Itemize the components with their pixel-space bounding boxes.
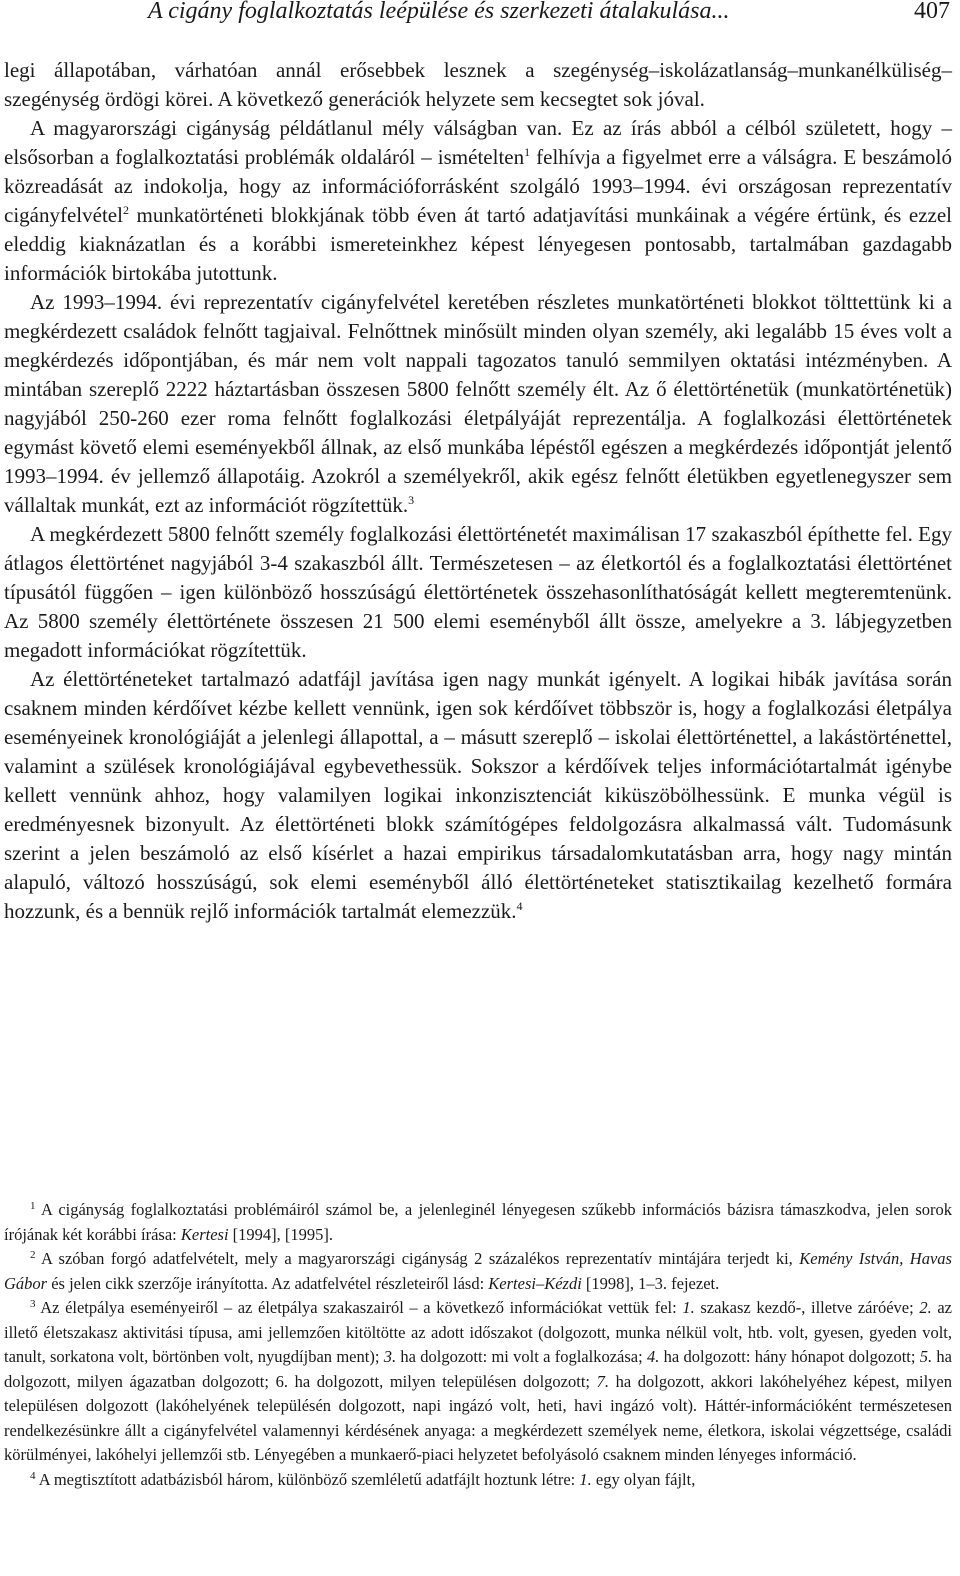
paragraph [4, 56, 952, 114]
footnote [4, 1296, 952, 1468]
footnote-text: Az életpálya eseményeiről – az életpálya szakaszairól – a következő információkat vettük fel: [35, 1298, 683, 1317]
footnote-text: [1994], [1995]. [228, 1224, 334, 1244]
footnote-text: A szóban forgó adatfelvételt, mely a magyarországi cigányság 2 százalékos reprezentatív mintájára terjedt ki, [35, 1249, 800, 1268]
footnote-text: ha dolgozott: mi volt a foglalkozása; [396, 1347, 647, 1366]
footnote-text: egy olyan fájlt, [591, 1469, 696, 1489]
footnote-italic: 1. [682, 1298, 695, 1317]
paragraph [4, 114, 952, 288]
running-header-title: A cigány foglalkoztatás leépülése és szerkezeti átalakulása... [148, 0, 730, 24]
footnote-mark: 3 [30, 1298, 36, 1310]
footnote-text: szakasz kezdő-, illetve záróéve; [694, 1298, 920, 1317]
footnote-ref[interactable]: 1 [524, 145, 531, 159]
footnote [4, 1198, 952, 1247]
footnote-italic: 3. [383, 1347, 397, 1366]
footnote-text: A megtisztított adatbázisból három, különböző szemléletű adatfájlt hoztunk létre: [35, 1469, 580, 1489]
footnote-italic: Kertesi [180, 1224, 229, 1244]
paragraph-text: A megkérdezett 5800 felnőtt személy foglalkozási élettörténetét maximálisan 17 szakaszból építhette fel. Egy átlagos élettörténet nagyjából 3-4 szakaszból állt. Természetesen – az életkortól és a foglalkoztatási élettörténet típusától függően – igen különböző hosszúságú élettörténetek összehasonlíthatóságát kellett megteremtenünk. Az 5800 személy élettörténete összesen 21 500 elemi eseményből állt össze, amelyekre a 3. lábjegyzetben megadott információkat rögzítettük. [4, 522, 952, 662]
footnote-text: ha dolgozott, akkori lakóhelyéhez képest, milyen településen dolgozott (lakóhelyének településén dolgozott, napi ingázó volt, heti, havi ingázó volt). Háttér-információként természetesen rendelkezésünkre állt a cigányfelvétel valamennyi kérdésének anyaga: a megkérdezett személyek neme, életkora, iskolai végzettsége, családi körülményei, lakóhelyi jellemzői stb. Lényegében a munkaerő-piaci helyzetet befolyásoló csaknem minden lényeges információ. [4, 1371, 952, 1464]
footnote-mark: 2 [30, 1249, 36, 1261]
footnote-text: ha dolgozott: hány hónapot dolgozott; [659, 1347, 920, 1366]
footnote-text: A cigányság foglalkoztatási problémáiról számol be, a jelenleginél lényegesen szűkebb információs bázisra támaszkodva, jelen sorok írójának két korábbi írása: [4, 1200, 952, 1244]
footnote [4, 1468, 952, 1493]
page-number: 407 [914, 0, 950, 24]
footnote-mark: 4 [30, 1469, 36, 1482]
paragraph-text: legi állapotában, várhatóan annál erősebbek lesznek a szegénység–iskolázatlanság–munkanélküliség–szegénység ördögi körei. A következő generációk helyzete sem kecsegtet sok jóval. [4, 58, 952, 111]
footnote-text: [1998], 1–3. fejezet. [581, 1273, 720, 1293]
footnote [4, 1247, 952, 1296]
footnote-mark: 1 [30, 1200, 36, 1212]
footnote-italic: 7. [596, 1371, 609, 1391]
paragraph-text: Az élettörténeteket tartalmazó adatfájl javítása igen nagy munkát igényelt. A logikai hibák javítása során csaknem minden kérdőívet kézbe kellett vennünk, igen sok kérdőívet többször is, hogy a foglalkozási életpálya eseményeinek kronológiáját a jelenlegi állapottal, a – másutt szereplő – iskolai élettörténettel, a lakástörténettel, valamint a szülések kronológiájával egybevethessük. Sokszor a kérdőívek teljes információtartalmát igénybe kellett vennünk ahhoz, hogy valamilyen logikai inkonzisztenciát kiküszöbölhessünk. E munka végül is eredményesnek bizonyult. Az élettörténeti blokk számítógépes feldolgozásra alkalmassá vált. Tudomásunk szerint a jelen beszámoló az első kísérlet a hazai empirikus társadalomkutatásban arra, hogy nagy mintán alapuló, változó hosszúságú, sok elemi eseményből álló élettörténeteket statisztikailag kezelhető formára hozzunk, és a bennük rejlő információk tartalmát elemezzük. [4, 667, 952, 923]
paragraph-text: Az 1993–1994. évi reprezentatív cigányfelvétel keretében részletes munkatörténeti blokkot tölttettünk ki a megkérdezett családok felnőtt tagjaival. Felnőttnek minősült minden olyan személy, aki legalább 15 éves volt a megkérdezés időpontjában, és már nem volt nappali tagozatos tanuló semmilyen oktatási intézményben. A mintában szereplő 2222 háztartásban összesen 5800 felnőtt személy élt. Az ő élettörténetük (munkatörténetük) nagyjából 250-260 ezer roma felnőtt foglalkozási életpályáját reprezentálja. A foglalkozási élettörténetek egymást követő elemi eseményekből állnak, az első munkába lépéstől egészen a megkérdezés időpontját jelentő 1993–1994. év jellemző állapotáig. Azokról a személyekről, akik egész felnőtt életükben egyetlenegyszer sem vállaltak munkát, ezt az információt rögzítettük. [4, 290, 952, 517]
footnote-ref[interactable]: 3 [408, 493, 415, 507]
footnote-text: az illető életszakasz aktivitási típusa, ami jellemzően kitöltötte az adott időszakot (dolgozott, munka nélkül volt, htb. volt, gyesen, gyeden volt, tanult, sorkatona volt, börtönben volt, nyugdíjban ment); [4, 1298, 952, 1366]
footnotes [4, 1198, 952, 1492]
footnote-italic: 1. [579, 1469, 592, 1489]
footnote-text: ha dolgozott, milyen ágazatban dolgozott; 6. ha dolgozott, milyen településen dolgozott; [4, 1347, 952, 1391]
footnote-italic: Kemény István, Havas Gábor [4, 1249, 952, 1293]
paragraph [4, 520, 952, 665]
paragraph [4, 288, 952, 520]
footnote-italic: 2. [919, 1298, 932, 1317]
main-text [4, 56, 952, 926]
footnote-ref[interactable]: 2 [122, 203, 129, 217]
footnote-italic: 4. [646, 1347, 660, 1366]
footnote-text: és jelen cikk szerzője irányította. Az adatfelvétel részleteiről lásd: [47, 1273, 489, 1293]
paragraph-text: A magyarországi cigányság példátlanul mély válságban van. Ez az írás abból a célból született, hogy – elsősorban a foglalkoztatási problémák oldaláról – ismételten [4, 116, 952, 169]
paragraph-text: munkatörténeti blokkjának több éven át tartó adatjavítási munkáinak a végére értünk, és ezzel eleddig kiaknázatlan és a korábbi ismereteinkhez képest lényegesen pontosabb, tartalmában gazdagabb információk birtokába jutottunk. [4, 203, 952, 285]
paragraph [4, 665, 952, 926]
paragraph-text: felhívja a figyelmet erre a válságra. E beszámoló közreadását az indokolja, hogy az információforrásként szolgáló 1993–1994. évi országosan reprezentatív cigányfelvétel [4, 145, 952, 227]
running-header [0, 0, 960, 28]
footnote-italic: 5. [919, 1347, 933, 1366]
footnote-ref[interactable]: 4 [516, 899, 523, 913]
footnote-italic: Kertesi–Kézdi [488, 1273, 582, 1293]
